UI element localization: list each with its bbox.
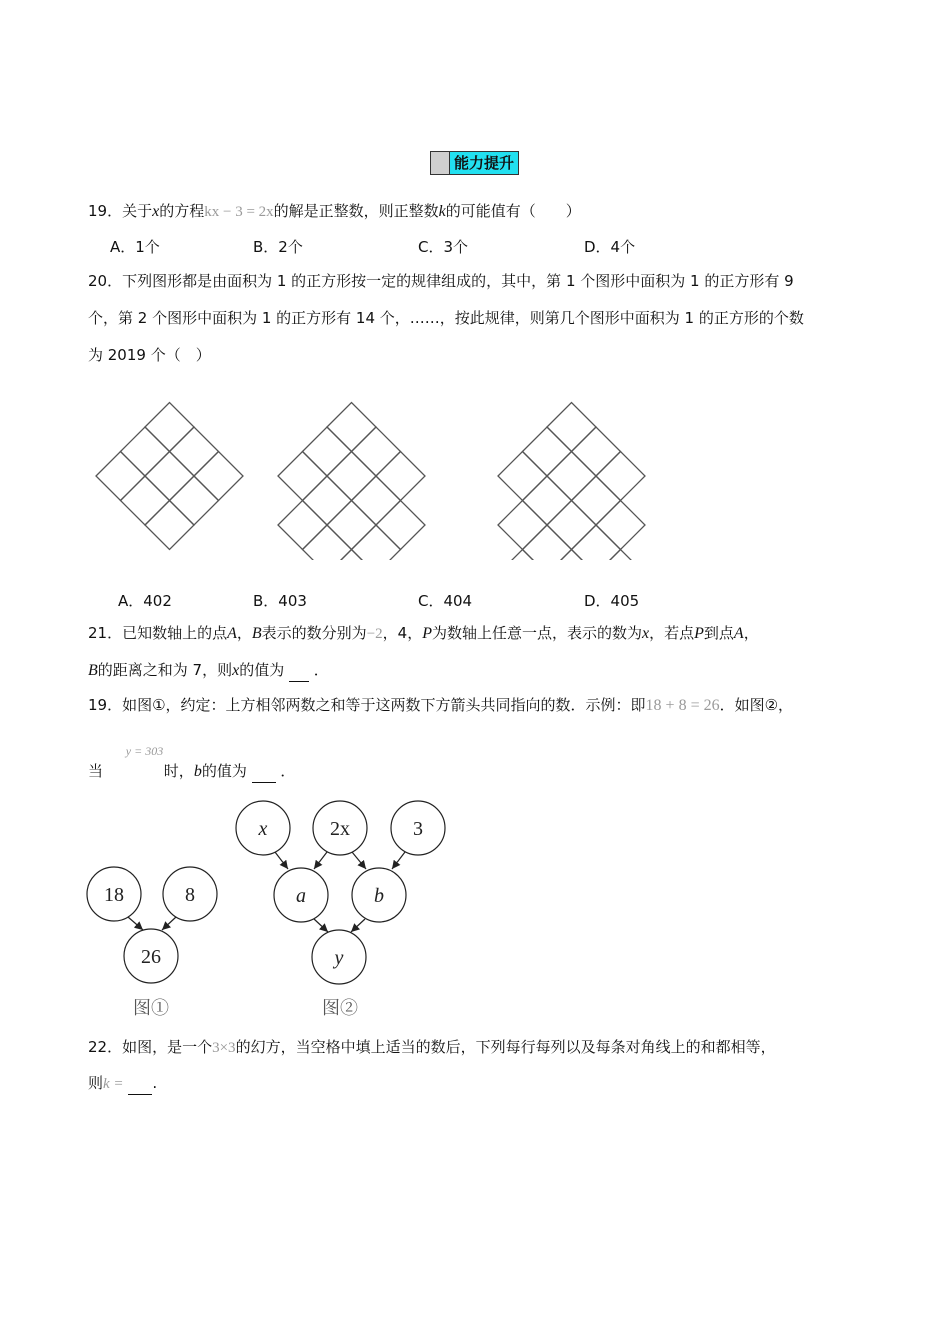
q20-option-c[interactable]: C．404 xyxy=(418,592,473,610)
addition-tree-figures xyxy=(0,790,950,1025)
unit-square xyxy=(145,403,194,452)
pattern-figure-1 xyxy=(96,403,243,550)
section-title xyxy=(430,151,519,175)
unit-square xyxy=(547,550,596,561)
fig2-label-x: x xyxy=(258,818,268,840)
unit-square xyxy=(596,550,645,561)
fig1-caption: 图① xyxy=(133,998,169,1018)
unit-square xyxy=(376,501,425,550)
fig2-label-b: b xyxy=(374,885,384,907)
answer-blank-19b[interactable] xyxy=(252,767,276,783)
unit-square xyxy=(572,476,621,525)
fig2-label-a: a xyxy=(296,885,306,907)
unit-square xyxy=(327,403,376,452)
fig1-arrow-right xyxy=(162,917,176,930)
fig2-arrow-3-b xyxy=(392,852,405,869)
option-d[interactable]: D．4个 xyxy=(584,238,636,256)
unit-square xyxy=(498,501,547,550)
fig1-arrow-left xyxy=(128,917,143,930)
condition-y: y = 303 xyxy=(125,744,164,758)
unit-square xyxy=(547,501,596,550)
square-pattern-figures xyxy=(0,395,950,560)
option-b[interactable]: B．2个 xyxy=(253,238,303,256)
question-20-line3: 为 2019 个（ ） xyxy=(88,346,211,364)
unit-square xyxy=(194,452,243,501)
unit-square xyxy=(121,476,170,525)
fig2-label-2x: 2x xyxy=(330,818,350,840)
fig2-arrow-a-y xyxy=(314,919,328,932)
unit-square xyxy=(376,452,425,501)
unit-square xyxy=(352,427,401,476)
unit-square xyxy=(547,403,596,452)
unit-square xyxy=(278,501,327,550)
unit-square xyxy=(547,452,596,501)
unit-square xyxy=(121,427,170,476)
unit-square xyxy=(327,452,376,501)
q20-option-d[interactable]: D．405 xyxy=(584,592,640,610)
fig2-label-y: y xyxy=(334,947,344,969)
unit-square xyxy=(278,452,327,501)
title-marker xyxy=(431,152,450,174)
q20-option-b[interactable]: B．403 xyxy=(253,592,307,610)
question-20-line1: 20．下列图形都是由面积为 1 的正方形按一定的规律组成的，其中，第 1 个图形中面积为 1 的正方形有 9 xyxy=(88,272,794,290)
fig2-arrow-2x-b xyxy=(352,852,366,869)
unit-square xyxy=(498,452,547,501)
question-21-line2: B的距离之和为 7，则x的值为 ． xyxy=(88,659,329,682)
unit-square xyxy=(303,525,352,560)
question-19b-line1: 19．如图①，约定：上方相邻两数之和等于这两数下方箭头共同指向的数．示例：即18 + 8 = 26．如图②， xyxy=(88,696,794,714)
fig2-arrow-b-y xyxy=(351,919,365,932)
pattern-figure-2 xyxy=(278,403,425,561)
unit-square xyxy=(327,501,376,550)
unit-square xyxy=(96,452,145,501)
unit-square xyxy=(145,501,194,550)
unit-square xyxy=(523,476,572,525)
option-c[interactable]: C．3个 xyxy=(418,238,469,256)
fig2-label-3: 3 xyxy=(413,818,423,840)
fig1-label-18: 18 xyxy=(104,884,124,906)
unit-square xyxy=(523,525,572,560)
unit-square xyxy=(498,550,547,561)
unit-square xyxy=(170,476,219,525)
fig2-caption: 图② xyxy=(322,998,358,1018)
unit-square xyxy=(145,452,194,501)
question-19b-line2: 当 y = 303 时，b的值为 ． xyxy=(88,756,295,783)
question-19a-stem: 19．关于x的方程kx − 3 = 2x的解是正整数，则正整数k的可能值有（ ） xyxy=(88,202,581,220)
unit-square xyxy=(352,476,401,525)
pattern-figure-3 xyxy=(498,403,645,561)
answer-blank-22[interactable] xyxy=(128,1079,152,1095)
answer-blank-21[interactable] xyxy=(289,666,309,682)
fig2-arrow-2x-a xyxy=(314,852,327,869)
fig2-arrow-x-a xyxy=(275,852,288,869)
question-22-line2: 则k = . xyxy=(88,1072,157,1095)
section-title-text: 能力提升 xyxy=(450,152,518,174)
q20-option-a[interactable]: A．402 xyxy=(118,592,172,610)
unit-square xyxy=(572,427,621,476)
unit-square xyxy=(170,427,219,476)
question-22-line1: 22．如图，是一个3×3的幻方，当空格中填上适当的数后，下列每行每列以及每条对角线上的和都相等， xyxy=(88,1038,776,1056)
fig1-label-26: 26 xyxy=(141,946,161,968)
option-a[interactable]: A．1个 xyxy=(110,238,160,256)
fig1-label-8: 8 xyxy=(185,884,195,906)
unit-square xyxy=(303,476,352,525)
unit-square xyxy=(303,427,352,476)
question-21-line1: 21．已知数轴上的点A，B表示的数分别为−2，4，P为数轴上任意一点，表示的数为x，若点P到点A， xyxy=(88,624,759,642)
unit-square xyxy=(523,427,572,476)
question-20-line2: 个，第 2 个图形中面积为 1 的正方形有 14 个，……，按此规律，则第几个图形中面积为 1 的正方形的个数 xyxy=(88,309,804,327)
unit-square xyxy=(596,452,645,501)
unit-square xyxy=(327,550,376,561)
unit-square xyxy=(596,501,645,550)
